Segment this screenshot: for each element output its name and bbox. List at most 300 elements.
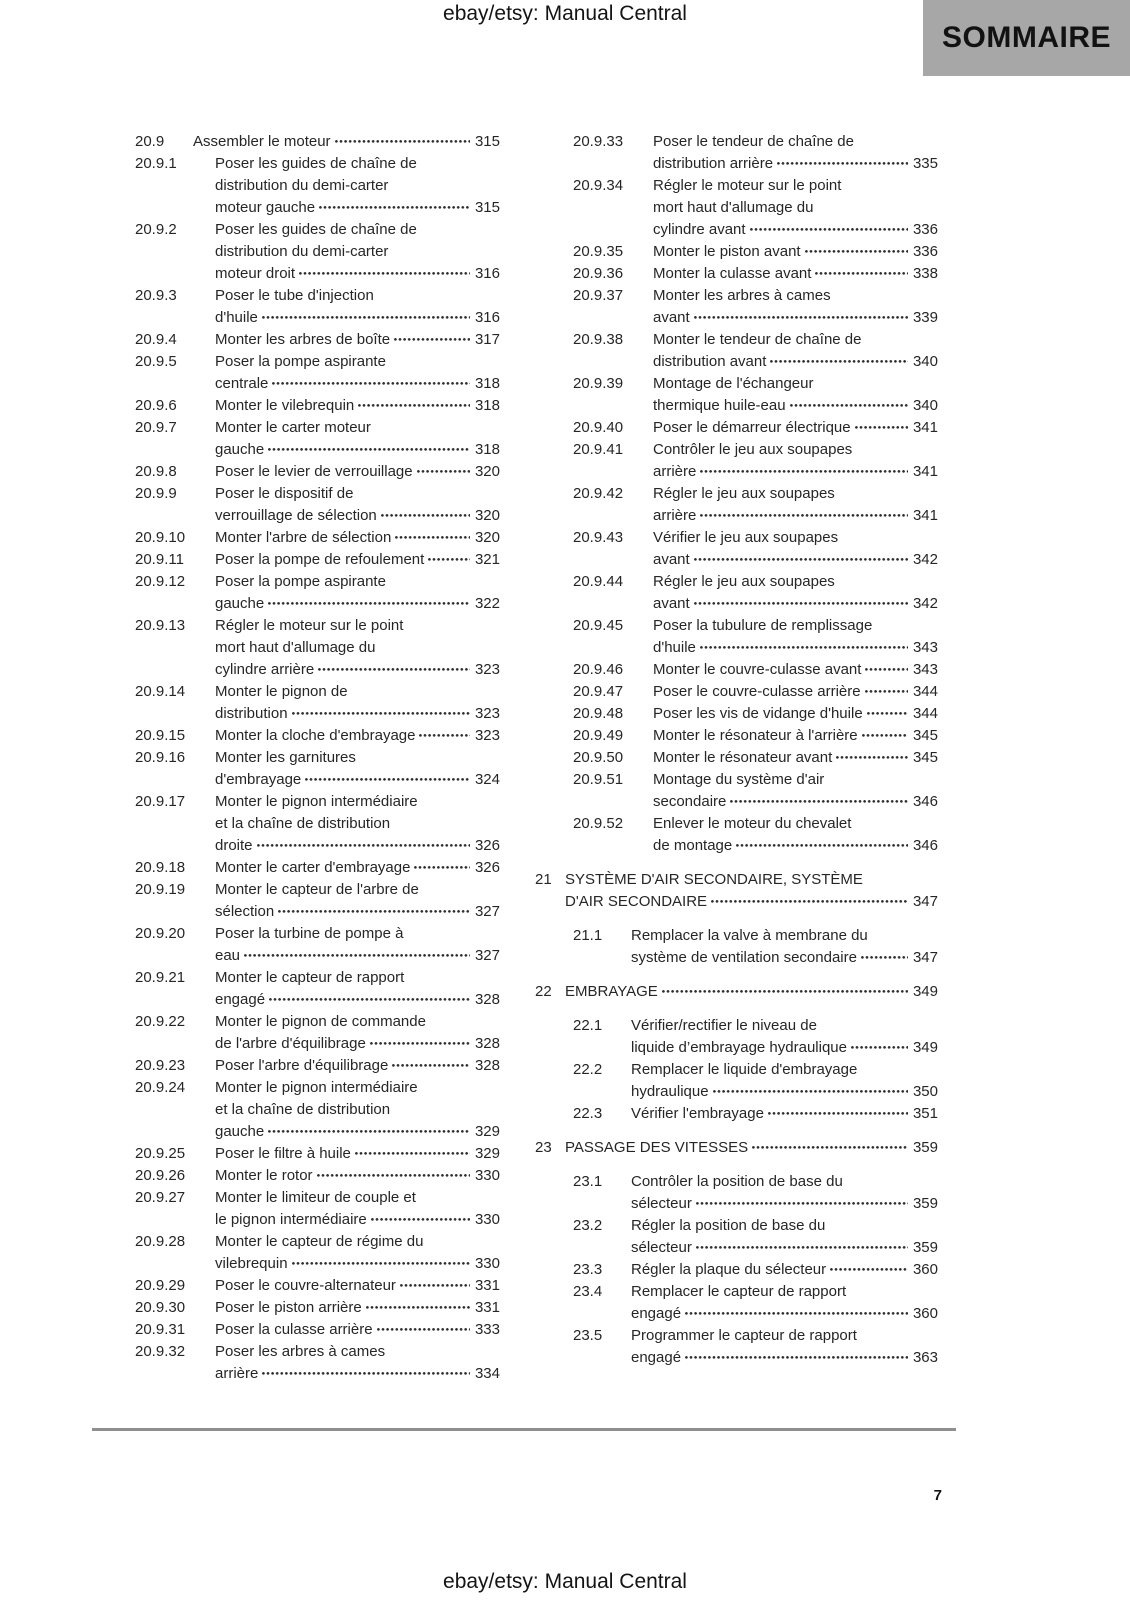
toc-entry-line <box>215 659 500 681</box>
toc-entry-title <box>215 1143 500 1165</box>
dotted-leader <box>849 1037 910 1052</box>
dotted-leader <box>698 461 910 476</box>
toc-entry-line: Monter le pignon de <box>215 683 348 700</box>
toc-entry <box>535 1137 938 1159</box>
toc-entry-text: thermique huile-eau <box>653 397 786 414</box>
toc-entry-title <box>215 1055 500 1077</box>
toc-entry-text: Poser les vis de vidange d'huile <box>653 705 863 722</box>
toc-entry-text: engagé <box>631 1349 682 1366</box>
dotted-leader <box>698 505 910 520</box>
toc-entry-line <box>215 197 500 219</box>
dotted-leader <box>426 549 472 564</box>
toc-entry-number: 20.9.28 <box>135 1233 186 1250</box>
dotted-leader <box>750 1137 910 1152</box>
toc-entry-page: 316 <box>474 265 500 282</box>
dotted-leader <box>698 637 910 652</box>
toc-entry-number: 20.9.27 <box>135 1189 186 1206</box>
toc-entry-line <box>653 219 938 241</box>
toc-entry-line <box>215 1297 500 1319</box>
toc-entry-line <box>215 1209 500 1231</box>
toc-entry-title <box>215 527 500 549</box>
dotted-leader <box>834 747 910 762</box>
toc-entry <box>135 219 500 285</box>
toc-entry-title <box>565 981 938 1003</box>
toc-entry-line <box>215 461 500 483</box>
toc-entry-page: 343 <box>912 661 938 678</box>
toc-entry-line <box>215 1165 500 1187</box>
toc-entry-page: 349 <box>912 1039 938 1056</box>
toc-entry-number: 20.9.50 <box>573 749 624 766</box>
toc-entry-text: centrale <box>215 375 269 392</box>
toc-entry-title <box>215 857 500 879</box>
toc-entry <box>135 1011 500 1055</box>
toc-entry-page: 342 <box>912 551 938 568</box>
toc-entry-line <box>215 857 500 879</box>
toc-entry-title <box>215 483 500 527</box>
toc-entry <box>135 461 500 483</box>
toc-entry <box>135 351 500 395</box>
toc-entry-line: Poser le dispositif de <box>215 485 354 502</box>
toc-entry-title <box>193 131 500 153</box>
toc-entry-number: 20.9.7 <box>135 419 177 436</box>
toc-entry-title <box>653 131 938 175</box>
dotted-leader <box>417 725 472 740</box>
toc-entry-line: Monter le capteur de régime du <box>215 1233 424 1250</box>
toc-entry-text: sélecteur <box>631 1239 692 1256</box>
toc-entry-title <box>653 527 938 571</box>
toc-entry-line <box>631 947 938 969</box>
toc-entry-text: Monter le résonateur à l'arrière <box>653 727 858 744</box>
toc-entry-number: 20.9.48 <box>573 705 624 722</box>
toc-entry-title <box>215 1297 500 1319</box>
toc-entry-page: 343 <box>912 639 938 656</box>
toc-entry-line <box>631 1259 938 1281</box>
toc-entry-page: 340 <box>912 397 938 414</box>
toc-entry-title <box>653 373 938 417</box>
toc-entry-title <box>215 615 500 681</box>
toc-entry-line <box>653 725 938 747</box>
dotted-leader <box>683 1303 910 1318</box>
toc-entry-line: mort haut d'allumage du <box>215 639 376 656</box>
toc-entry <box>535 869 938 913</box>
toc-entry-title <box>215 747 500 791</box>
toc-entry-line <box>215 439 500 461</box>
footer-title: ebay/etsy: Manual Central <box>443 1570 687 1593</box>
toc-entry-title <box>653 175 938 241</box>
toc-entry <box>135 1165 500 1187</box>
toc-entry-text: avant <box>653 595 690 612</box>
toc-entry-number: 20.9.22 <box>135 1013 186 1030</box>
toc-entry-line: Monter le capteur de l'arbre de <box>215 881 419 898</box>
toc-entry-line <box>631 1193 938 1215</box>
toc-entry-number: 23.3 <box>573 1261 603 1278</box>
dotted-leader <box>692 307 910 322</box>
toc-entry <box>573 1171 938 1215</box>
toc-entry-page: 350 <box>912 1083 938 1100</box>
toc-entry-text: le pignon intermédiaire <box>215 1211 367 1228</box>
toc-entry-page: 360 <box>912 1261 938 1278</box>
toc-entry-line <box>215 593 500 615</box>
dotted-leader <box>398 1275 472 1290</box>
toc-entry-line <box>215 1033 500 1055</box>
toc-entry-page: 323 <box>474 661 500 678</box>
toc-entry-line: Montage de l'échangeur <box>653 375 814 392</box>
dotted-leader <box>260 307 472 322</box>
toc-entry <box>135 747 500 791</box>
toc-entry-line: Monter le carter moteur <box>215 419 371 436</box>
toc-entry-title <box>215 549 500 571</box>
toc-entry-line <box>653 153 938 175</box>
toc-entry-page: 329 <box>474 1145 500 1162</box>
toc-column-left <box>97 131 500 1385</box>
toc-entry <box>573 241 938 263</box>
toc-entry-page: 328 <box>474 1057 500 1074</box>
toc-entry-page: 330 <box>474 1167 500 1184</box>
toc-entry-number: 20.9.4 <box>135 331 177 348</box>
toc-entry-page: 322 <box>474 595 500 612</box>
toc-entry-text: sélecteur <box>631 1195 692 1212</box>
toc-entry-line <box>653 263 938 285</box>
toc-entry-text: EMBRAYAGE <box>565 983 658 1000</box>
toc-entry-text: Poser le piston arrière <box>215 1299 362 1316</box>
dotted-leader <box>788 395 910 410</box>
toc-entry-line: Monter le tendeur de chaîne de <box>653 331 862 348</box>
toc-entry-number: 21 <box>535 871 552 888</box>
dotted-leader <box>766 1103 910 1118</box>
toc-entry-title <box>653 813 938 857</box>
toc-entry-text: PASSAGE DES VITESSES <box>565 1139 749 1156</box>
toc-entry-title <box>631 925 938 969</box>
toc-entry-title <box>215 285 500 329</box>
toc-entry-number: 20.9.44 <box>573 573 624 590</box>
toc-entry-line: Remplacer la valve à membrane du <box>631 927 868 944</box>
toc-entry <box>573 925 938 969</box>
toc-entry-number: 23.5 <box>573 1327 603 1344</box>
toc-entry <box>135 1231 500 1275</box>
toc-entry-title <box>653 747 938 769</box>
toc-entry-text: verrouillage de sélection <box>215 507 377 524</box>
toc-entry-number: 20.9.15 <box>135 727 186 744</box>
toc-entry-page: 336 <box>912 243 938 260</box>
toc-entry-title <box>215 1187 500 1231</box>
toc-entry-title <box>653 615 938 659</box>
toc-entry-page: 359 <box>912 1139 938 1156</box>
dotted-leader <box>683 1347 910 1362</box>
toc-entry <box>573 527 938 571</box>
toc-entry-line <box>215 263 500 285</box>
toc-entry-line <box>653 593 938 615</box>
toc-entry-number: 20.9.46 <box>573 661 624 678</box>
toc-entry-page: 363 <box>912 1349 938 1366</box>
toc-entry-line: Régler le jeu aux soupapes <box>653 573 835 590</box>
toc-entry-page: 320 <box>474 529 500 546</box>
toc-entry <box>573 439 938 483</box>
toc-entry-page: 341 <box>912 419 938 436</box>
toc-entry-page: 317 <box>474 331 500 348</box>
toc-entry-number: 20.9.51 <box>573 771 624 788</box>
toc-entry-text: liquide d’embrayage hydraulique <box>631 1039 847 1056</box>
toc-entry-title <box>215 351 500 395</box>
toc-entry-line: Poser la turbine de pompe à <box>215 925 404 942</box>
toc-entry-number: 20.9.12 <box>135 573 186 590</box>
toc-entry <box>135 1275 500 1297</box>
dotted-leader <box>415 461 472 476</box>
toc-entry-number: 20.9.3 <box>135 287 177 304</box>
toc-entry <box>135 879 500 923</box>
toc-entry-page: 315 <box>474 133 500 150</box>
toc-entry-number: 20.9.32 <box>135 1343 186 1360</box>
toc-entry-page: 345 <box>912 727 938 744</box>
toc-entry-page: 359 <box>912 1239 938 1256</box>
dotted-leader <box>353 1143 472 1158</box>
toc-entry-text: Monter la cloche d'embrayage <box>215 727 416 744</box>
toc-entry-title <box>215 153 500 219</box>
dotted-leader <box>859 947 910 962</box>
dotted-leader <box>860 725 910 740</box>
toc-entry-text: arrière <box>653 507 697 524</box>
toc-entry-line <box>215 1275 500 1297</box>
toc-entry-number: 21.1 <box>573 927 603 944</box>
toc-entry-page: 341 <box>912 507 938 524</box>
dotted-leader <box>266 1121 472 1136</box>
toc-entry-text: distribution arrière <box>653 155 774 172</box>
toc-entry-page: 349 <box>912 983 938 1000</box>
toc-entry-title <box>653 659 938 681</box>
toc-entry <box>135 1187 500 1231</box>
toc-entry <box>135 615 500 681</box>
toc-entry-title <box>215 571 500 615</box>
toc-entry-text: moteur droit <box>215 265 296 282</box>
toc-entry <box>573 417 938 439</box>
toc-entry-number: 20.9.36 <box>573 265 624 282</box>
toc-entry-line: Poser la tubulure de remplissage <box>653 617 873 634</box>
toc-entry-line <box>653 835 938 857</box>
toc-entry-number: 23 <box>535 1139 552 1156</box>
toc-entry-line: Régler le jeu aux soupapes <box>653 485 835 502</box>
dotted-leader <box>734 835 910 850</box>
toc-entry <box>573 1215 938 1259</box>
toc-entry <box>135 417 500 461</box>
toc-entry-line: Poser les guides de chaîne de <box>215 155 417 172</box>
toc-entry-number: 20.9.14 <box>135 683 186 700</box>
toc-entry-number: 20.9.1 <box>135 155 177 172</box>
toc-entry <box>573 703 938 725</box>
toc-entry-text: engagé <box>631 1305 682 1322</box>
toc-entry-line: Monter le pignon intermédiaire <box>215 793 418 810</box>
toc-entry <box>135 1077 500 1143</box>
dotted-leader <box>266 439 472 454</box>
toc-entry-page: 330 <box>474 1255 500 1272</box>
toc-entry-title <box>653 725 938 747</box>
toc-entry <box>573 615 938 659</box>
toc-entry <box>135 857 500 879</box>
toc-entry-line <box>653 549 938 571</box>
toc-entry-line: Contrôler la position de base du <box>631 1173 843 1190</box>
toc-entry <box>573 373 938 417</box>
toc-entry-line: Remplacer le liquide d'embrayage <box>631 1061 858 1078</box>
toc-entry-line <box>215 1143 500 1165</box>
toc-entry-text: Assembler le moteur <box>193 133 331 150</box>
toc-entry-title <box>653 417 938 439</box>
toc-entry-number: 20.9.2 <box>135 221 177 238</box>
toc-entry <box>135 153 500 219</box>
toc-entry-number: 20.9.25 <box>135 1145 186 1162</box>
toc-entry-line <box>653 395 938 417</box>
dotted-leader <box>853 417 910 432</box>
toc-entry-page: 318 <box>474 441 500 458</box>
toc-entry-number: 20.9.31 <box>135 1321 186 1338</box>
toc-entry-text: Vérifier l'embrayage <box>631 1105 764 1122</box>
toc-entry-line: Monter le pignon de commande <box>215 1013 426 1030</box>
toc-entry-page: 359 <box>912 1195 938 1212</box>
dotted-leader <box>728 791 910 806</box>
toc-entry-title <box>215 1275 500 1297</box>
toc-entry-title <box>653 483 938 527</box>
toc-entry-title <box>215 681 500 725</box>
toc-entry-page: 340 <box>912 353 938 370</box>
toc-entry-text: d'huile <box>215 309 258 326</box>
toc-entry-text: Monter le couvre-culasse avant <box>653 661 862 678</box>
dotted-leader <box>290 1253 472 1268</box>
toc-entry-number: 20.9.13 <box>135 617 186 634</box>
toc-entry-line: Poser la pompe aspirante <box>215 353 386 370</box>
toc-entry-page: 320 <box>474 507 500 524</box>
toc-entry-title <box>653 571 938 615</box>
toc-entry-text: système de ventilation secondaire <box>631 949 857 966</box>
toc-entry <box>573 813 938 857</box>
toc-entry-page: 339 <box>912 309 938 326</box>
dotted-leader <box>267 989 472 1004</box>
toc-entry <box>135 1055 500 1077</box>
toc-entry-line <box>653 307 938 329</box>
toc-entry-title <box>653 241 938 263</box>
toc-entry-text: Monter le rotor <box>215 1167 313 1184</box>
toc-entry-page: 331 <box>474 1299 500 1316</box>
toc-entry <box>573 1103 938 1125</box>
toc-entry-page: 334 <box>474 1365 500 1382</box>
toc-entry-line <box>653 681 938 703</box>
toc-entry-title <box>215 967 500 1011</box>
dotted-leader <box>316 659 472 674</box>
toc-entry-line: Montage du système d'air <box>653 771 825 788</box>
toc-entry <box>135 1143 500 1165</box>
dotted-leader <box>709 891 910 906</box>
toc-entry-page: 335 <box>912 155 938 172</box>
dotted-leader <box>260 1363 472 1378</box>
toc-entry-line: Régler la position de base du <box>631 1217 826 1234</box>
toc-entry-line <box>215 1319 500 1341</box>
toc-entry-number: 23.4 <box>573 1283 603 1300</box>
toc-entry-number: 20.9.18 <box>135 859 186 876</box>
toc-entry-number: 20.9.52 <box>573 815 624 832</box>
toc-entry-line <box>631 1347 938 1369</box>
toc-entry-text: de montage <box>653 837 733 854</box>
toc-entry <box>573 681 938 703</box>
toc-entry-title <box>565 1137 938 1159</box>
toc-entry-line: distribution du demi-carter <box>215 243 389 260</box>
toc-entry-page: 347 <box>912 893 938 910</box>
toc-entry <box>135 483 500 527</box>
toc-entry <box>573 1015 938 1059</box>
toc-entry-number: 23.2 <box>573 1217 603 1234</box>
toc-entry-page: 320 <box>474 463 500 480</box>
toc-entry-line: Régler le moteur sur le point <box>653 177 842 194</box>
toc-entry-number: 22.2 <box>573 1061 603 1078</box>
toc-entry-title <box>215 219 500 285</box>
toc-entry-text: Poser le filtre à huile <box>215 1145 351 1162</box>
toc-entry-page: 323 <box>474 705 500 722</box>
toc-entry-title <box>653 263 938 285</box>
toc-entry <box>573 1325 938 1369</box>
toc-entry-number: 22 <box>535 983 552 1000</box>
toc-entry-text: Monter le résonateur avant <box>653 749 833 766</box>
toc-entry-line <box>653 351 938 373</box>
toc-entry-page: 328 <box>474 991 500 1008</box>
dotted-leader <box>368 1033 472 1048</box>
toc-entry <box>135 1297 500 1319</box>
toc-entry-number: 23.1 <box>573 1173 603 1190</box>
toc-entry-text: Monter le piston avant <box>653 243 801 260</box>
dotted-leader <box>369 1209 472 1224</box>
toc-entry-line <box>653 703 938 725</box>
toc-entry-line: mort haut d'allumage du <box>653 199 814 216</box>
toc-entry-page: 328 <box>474 1035 500 1052</box>
toc-entry-line <box>653 505 938 527</box>
toc-entry-line <box>631 1303 938 1325</box>
toc-entry-text: hydraulique <box>631 1083 709 1100</box>
toc-entry-line: Poser le tube d'injection <box>215 287 374 304</box>
toc-entry-text: Monter le vilebrequin <box>215 397 355 414</box>
toc-entry-page: 336 <box>912 221 938 238</box>
dotted-leader <box>828 1259 910 1274</box>
toc-entry-title <box>631 1259 938 1281</box>
toc-entry-title <box>215 395 500 417</box>
toc-entry-line <box>215 945 500 967</box>
toc-entry-page: 327 <box>474 947 500 964</box>
toc-entry-line: Enlever le moteur du chevalet <box>653 815 852 832</box>
toc-entry-text: d'embrayage <box>215 771 302 788</box>
toc-entry-number: 20.9.5 <box>135 353 177 370</box>
toc-entry-title <box>215 791 500 857</box>
toc-entry-title <box>631 1215 938 1259</box>
toc-entry-title <box>631 1059 938 1103</box>
toc-entry-page: 347 <box>912 949 938 966</box>
toc-entry <box>573 263 938 285</box>
toc-entry <box>135 395 500 417</box>
toc-entry-line: distribution du demi-carter <box>215 177 389 194</box>
toc-entry-text: gauche <box>215 1123 265 1140</box>
toc-entry <box>573 659 938 681</box>
toc-entry-line <box>215 901 500 923</box>
toc-entry-number: 20.9.9 <box>135 485 177 502</box>
toc-entry-number: 20.9.21 <box>135 969 186 986</box>
dotted-leader <box>865 703 910 718</box>
toc-entry-page: 315 <box>474 199 500 216</box>
toc-entry-text: Poser le démarreur électrique <box>653 419 851 436</box>
toc-entry-line <box>653 659 938 681</box>
toc-entry-number: 20.9.30 <box>135 1299 186 1316</box>
toc-entry-text: avant <box>653 309 690 326</box>
toc-entry-line <box>631 1037 938 1059</box>
toc-entry-line: Monter les garnitures <box>215 749 356 766</box>
toc-entry-number: 20.9.29 <box>135 1277 186 1294</box>
toc-entry-line <box>653 461 938 483</box>
toc-entry-number: 20.9 <box>135 133 165 150</box>
toc-entry-title <box>653 769 938 813</box>
toc-entry-title <box>215 923 500 967</box>
toc-entry-line <box>215 549 500 571</box>
toc-entry-line: Programmer le capteur de rapport <box>631 1327 857 1344</box>
